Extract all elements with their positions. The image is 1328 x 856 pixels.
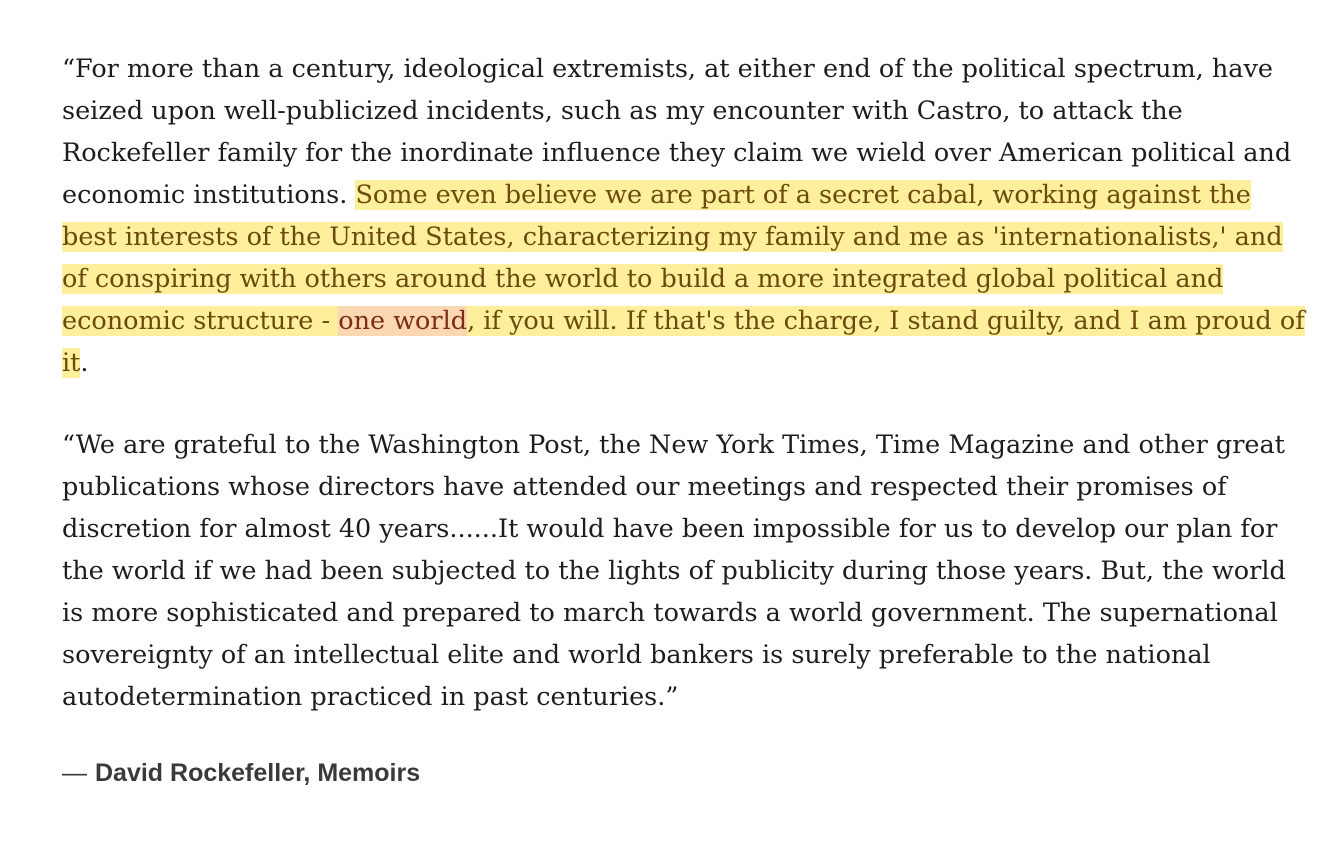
attribution-source: David Rockefeller, Memoirs — [95, 759, 421, 787]
highlight-passage-end[interactable]: , if you will. If that's the charge, I stand guilty, and I am proud of it — [62, 306, 1305, 378]
attribution — [62, 756, 1312, 790]
attribution-dash: — — [62, 759, 87, 787]
highlight-one-world[interactable]: one world — [338, 306, 468, 336]
quote-1-text: “For more than a century, ideological extremists, at either end of the political spectrum, have seized upon well-publicized incidents, such as my encounter with Castro, to attack the Rockefeller family for the inordinate influence they claim we wield over American political and economic institutions. — [62, 54, 1292, 210]
quote-paragraph-2 — [62, 424, 1312, 718]
quote-1-end: . — [80, 348, 89, 378]
article-body — [62, 48, 1312, 790]
highlight-passage[interactable]: Some even believe we are part of a secret cabal, working against the best interests of the United States, characterizing my family and me as 'internationalists,' and of conspiring with others around the world to build a more integrated global political and economic structure - — [62, 180, 1283, 336]
quote-2-text: “We are grateful to the Washington Post, the New York Times, Time Magazine and other great publications whose directors have attended our meetings and respected their promises of discretion for almost 40 years......It would have been impossible for us to develop our plan for the world if we had been subjected to the lights of publicity during those years. But, the world is more sophisticated and prepared to march towards a world government. The supernational sovereignty of an intellectual elite and world bankers is surely preferable to the national autodetermination practiced in past centuries.” — [62, 430, 1286, 712]
quote-paragraph-1 — [62, 48, 1312, 384]
